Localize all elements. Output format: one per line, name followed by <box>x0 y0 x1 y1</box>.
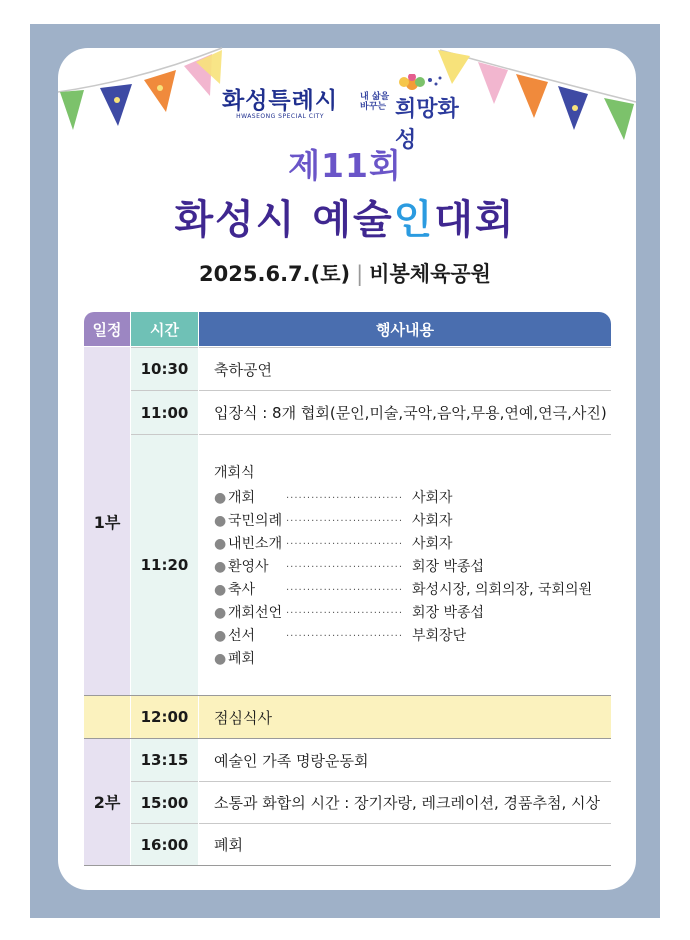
header-content: 행사내용 <box>199 312 611 346</box>
title-part-3: 인 <box>393 197 435 243</box>
session-divider <box>84 738 611 739</box>
ceremony-item <box>214 510 592 533</box>
bullet-icon: ● <box>214 628 227 644</box>
flag-8 <box>516 74 548 118</box>
content-cell: 점심식사 <box>199 695 611 738</box>
content-cell: 축하공연 <box>199 347 611 390</box>
content-cell: 입장식 : 8개 협회(문인,미술,국악,음악,무용,연예,연극,사진) <box>199 390 611 434</box>
bullet-icon: ● <box>214 559 227 575</box>
flag-1 <box>60 90 84 130</box>
ceremony-item <box>214 625 592 648</box>
ceremony-item <box>214 556 592 579</box>
slogan-logo <box>360 74 470 153</box>
leader-dots: ···························· <box>286 631 404 642</box>
slogan-small-line-2: 바꾸는 <box>360 102 387 112</box>
ceremony-item-role: 화성시장, 의회의장, 국회의원 <box>412 582 593 598</box>
bullet-icon: ● <box>214 605 227 621</box>
edition-label: 제11회 <box>288 146 402 185</box>
leader-dots: ···························· <box>286 562 404 573</box>
flag-7 <box>478 62 508 104</box>
ceremony-item-role: 사회자 <box>412 536 453 552</box>
city-logo-subtext: HWASEONG SPECIAL CITY <box>236 113 324 120</box>
ceremony-item-name: 개회 <box>228 490 256 506</box>
ceremony-item-name: 국민의례 <box>228 513 283 529</box>
ceremony-item-role: 사회자 <box>412 513 453 529</box>
table-bottom-border <box>84 865 611 866</box>
title-part-2: 술 <box>352 197 394 243</box>
flag-2 <box>100 84 132 126</box>
slogan-small <box>360 92 389 112</box>
bullet-icon: ● <box>214 490 227 506</box>
leader-dots: ···························· <box>286 493 404 504</box>
ceremony-item <box>214 602 592 625</box>
header-schedule: 일정 <box>84 312 130 346</box>
ceremony-item-name: 개회선언 <box>228 605 283 621</box>
leader-dots: ···························· <box>286 585 404 596</box>
leader-dots: ···························· <box>286 516 404 527</box>
title-part-1: 화성시 예 <box>174 197 353 243</box>
ceremony-item-name: 선서 <box>228 628 256 644</box>
bullet-icon: ● <box>214 536 227 552</box>
leader-dots: ···························· <box>286 608 404 619</box>
ceremony-program <box>214 462 592 671</box>
session-divider <box>84 695 611 696</box>
content-cell: 예술인 가족 명랑운동회 <box>199 738 611 781</box>
session-2-cell: 2부 <box>84 738 130 865</box>
bullet-icon: ● <box>214 582 227 598</box>
event-date: 2025.6.7.(토) <box>199 262 351 286</box>
title-part-4: 대회 <box>434 197 516 243</box>
time-cell: 11:00 <box>131 390 198 434</box>
ceremony-item <box>214 487 592 510</box>
session-1-cell: 1부 <box>84 347 130 695</box>
city-logo <box>222 82 338 120</box>
time-cell: 16:00 <box>131 823 198 865</box>
date-separator: | <box>356 262 364 286</box>
ceremony-item-name: 축사 <box>228 582 256 598</box>
session-lunch-cell <box>84 695 130 738</box>
slogan-small-line-1: 내 삶을 <box>360 92 390 102</box>
leader-dots: ···························· <box>286 539 404 550</box>
time-cell: 12:00 <box>131 695 198 738</box>
ceremony-item-role: 회장 박종섭 <box>412 605 485 621</box>
bullet-icon: ● <box>214 651 227 667</box>
event-venue: 비봉체육공원 <box>369 262 491 286</box>
time-cell: 13:15 <box>131 738 198 781</box>
ceremony-item-role: 회장 박종섭 <box>412 559 485 575</box>
ceremony-item-name: 환영사 <box>228 559 269 575</box>
content-cell: 소통과 화합의 시간 : 장기자랑, 레크레이션, 경품추첨, 시상 <box>199 781 611 823</box>
ceremony-item-role: 사회자 <box>412 490 453 506</box>
city-logo-text: 화성특례시 <box>222 88 339 114</box>
bunting-decoration <box>0 0 690 140</box>
ceremony-item-name: 내빈소개 <box>228 536 283 552</box>
content-cell: 폐회 <box>199 823 611 865</box>
header-time: 시간 <box>131 312 198 346</box>
ceremony-item <box>214 533 592 556</box>
ceremony-item-name: 폐회 <box>228 651 256 667</box>
time-cell: 15:00 <box>131 781 198 823</box>
ceremony-item <box>214 648 592 671</box>
time-cell: 10:30 <box>131 347 198 390</box>
time-cell: 11:20 <box>131 434 198 695</box>
date-venue-line <box>0 258 690 288</box>
ceremony-item <box>214 579 592 602</box>
slogan-big: 희망화성 <box>395 97 459 153</box>
flag-10 <box>604 98 634 140</box>
bullet-icon: ● <box>214 513 227 529</box>
ceremony-title: 개회식 <box>214 465 255 481</box>
event-title <box>0 188 690 245</box>
ceremony-item-role: 부회장단 <box>412 628 467 644</box>
